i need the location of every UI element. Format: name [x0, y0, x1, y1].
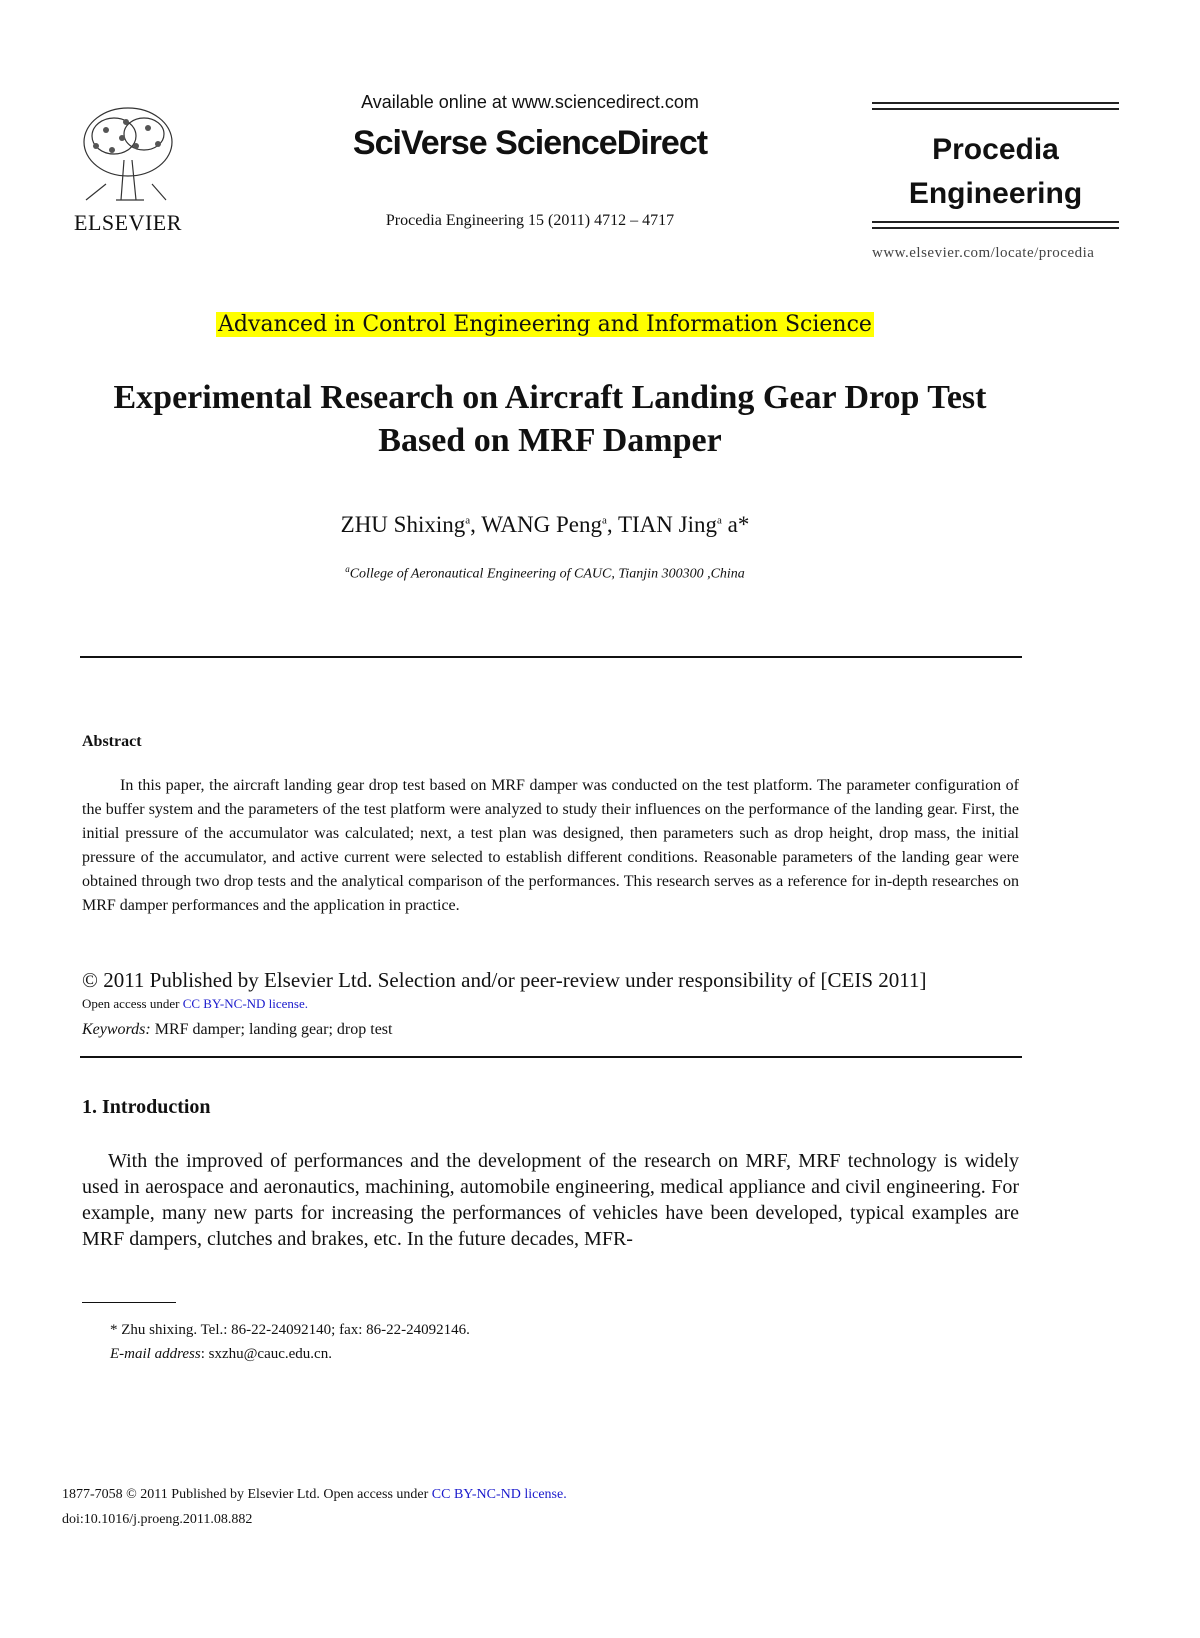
journal-rule-top — [872, 102, 1119, 104]
publisher-name: ELSEVIER — [74, 210, 182, 235]
bottom-open-access-prefix: Open access under — [323, 1487, 432, 1502]
journal-url[interactable]: www.elsevier.com/locate/procedia — [872, 245, 1095, 261]
section-divider-top — [80, 656, 1022, 658]
citation: Procedia Engineering 15 (2011) 4712 – 4717 — [385, 212, 675, 229]
footnote-rule — [82, 1302, 176, 1303]
author-mark: a — [601, 514, 607, 527]
section-divider-bottom — [80, 1056, 1022, 1058]
bottom-license-link[interactable]: CC BY-NC-ND license. — [431, 1487, 567, 1502]
conference-name: Advanced in Control Engineering and Information Science — [218, 312, 872, 337]
available-online-text: Available online at www.sciencedirect.com — [361, 92, 699, 112]
email-address: : sxzhu@cauc.edu.cn. — [200, 1346, 332, 1362]
open-access-line — [82, 996, 308, 1012]
authors-suffix: a* — [727, 512, 750, 537]
issn-line — [62, 1487, 567, 1503]
open-access-prefix: Open access under — [82, 996, 183, 1011]
journal-rule-top-2 — [872, 108, 1119, 110]
tree-icon — [66, 100, 190, 208]
introduction-body: With the improved of performances and the development of the research on MRF, MRF technology is widely used in aerospace and aeronautics, machining, automobile engineering, medical appliance and civil engineering. For example, many new parts for increasing the performances of vehicles have been developed, typical examples are MRF dampers, clutches and brakes, etc. In the future decades, MFR- — [82, 1150, 1019, 1250]
journal-rule-bottom-2 — [872, 227, 1119, 229]
affiliation-text: College of Aeronautical Engineering of CAUC, Tianjin 300300 ,China — [349, 566, 745, 582]
abstract-heading: Abstract — [82, 733, 142, 750]
author-name: ZHU Shixing — [340, 512, 466, 537]
author-name: TIAN Jing — [617, 512, 717, 537]
author-name: WANG Peng — [481, 512, 602, 537]
issn-text: 1877-7058 © 2011 Published by Elsevier Ltd. — [62, 1487, 324, 1502]
affiliation-mark: a — [345, 564, 350, 574]
email-label: E-mail address — [110, 1346, 201, 1362]
conference-banner — [0, 312, 1090, 337]
journal-title: Procedia Engineering — [908, 133, 1083, 210]
author-mark: a — [716, 514, 722, 527]
abstract-body: In this paper, the aircraft landing gear drop test based on MRF damper was conducted on the test platform. The parameter configuration of the buffer system and the parameters of the test platform were analyzed to study their influences on the performance of the landing gear. First, the initial pressure of the accumulator was calculated; next, a test plan was designed, then parameters such as drop height, drop mass, the initial pressure of the accumulator, and active current were selected to establish different conditions. Reasonable parameters of the landing gear were obtained through two drop tests and the analytical comparison of the performances. This research serves as a reference for in-depth researches on MRF damper performances and the application in practice. — [82, 777, 1019, 914]
keywords-line — [82, 1021, 392, 1039]
doi-link[interactable]: doi:10.1016/j.proeng.2011.08.882 — [62, 1512, 253, 1527]
author-mark: a — [465, 514, 471, 527]
copyright-notice: © 2011 Published by Elsevier Ltd. Selection and/or peer-review under responsibility of [CEIS 2011] — [82, 968, 927, 992]
keywords-text: MRF damper; landing gear; drop test — [154, 1021, 393, 1038]
footnote-contact: * Zhu shixing. Tel.: 86-22-24092140; fax: 86-22-24092146. — [110, 1322, 470, 1338]
author-list: ZHU Shixing$^a$, WANG Peng$^a$, TIAN Jing$^a$ a* — [340, 512, 750, 537]
introduction-heading: 1. Introduction — [82, 1096, 211, 1118]
affiliation — [0, 564, 1090, 583]
license-link[interactable]: CC BY-NC-ND license. — [182, 996, 309, 1011]
platform-name: SciVerse ScienceDirect — [352, 124, 708, 162]
paper-title: Experimental Research on Aircraft Landing Gear Drop Test Based on MRF Damper — [113, 379, 987, 459]
keywords-label: Keywords: — [82, 1021, 151, 1038]
journal-rule-bottom — [872, 221, 1119, 223]
footnote-email — [110, 1346, 332, 1363]
